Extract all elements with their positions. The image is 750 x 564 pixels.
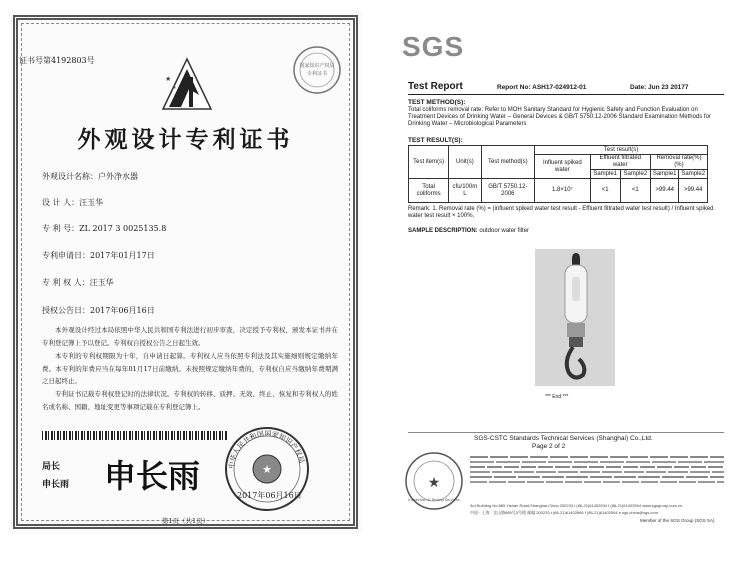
table-header-sample2: Sample2 xyxy=(679,170,708,179)
fine-print xyxy=(470,453,724,486)
designer-field: 设 计 人：汪玉华 xyxy=(42,198,104,207)
sgs-seal-text: Inspection & Testing Services xyxy=(408,498,460,502)
table-header-sample2: Sample2 xyxy=(620,170,650,179)
grant-date-field: 授权公告日：2017年06月16日 xyxy=(42,306,155,315)
table-header-effluent: Effluent filtrated water xyxy=(590,155,650,170)
table-header-sample1: Sample1 xyxy=(590,170,620,179)
table-cell-effluent-1: <1 xyxy=(590,179,620,203)
svg-text:★: ★ xyxy=(165,75,172,83)
table-header-removal: Removal rate(%)(%) xyxy=(650,155,707,170)
application-date-field: 专利申请日：2017年01月17日 xyxy=(42,251,155,260)
footer-rule xyxy=(408,432,724,433)
svg-text:★: ★ xyxy=(262,463,272,476)
barcode xyxy=(42,431,227,440)
director-title: 局长 xyxy=(42,462,61,472)
table-header-results: Test result(s) xyxy=(535,146,708,155)
top-seal-icon xyxy=(292,45,342,95)
table-header-test-item: Test item(s) xyxy=(409,146,449,179)
sample-text: outdoor water filter xyxy=(479,228,530,234)
certificate-paragraph: 本专利的专利权期限为十年，自申请日起算。专利权人应当依照专利法及其实施细则规定缴纳年费。本专利的年费应当在每年01月17日前缴纳。未按照规定缴纳年费的，专利权自应当缴纳年费期满之日起终止。 xyxy=(42,352,338,385)
end-mark: *** End *** xyxy=(545,394,569,400)
certificate-number: 证书号第4192803号 xyxy=(19,56,95,65)
design-name-field: 外观设计名称：户外净水器 xyxy=(42,172,138,181)
certificate-title: 外观设计专利证书 xyxy=(77,126,294,153)
page-number: Page 2 of 2 xyxy=(532,443,566,450)
water-filter-image xyxy=(535,249,615,386)
table-header-sample1: Sample1 xyxy=(650,170,679,179)
svg-text:国家知识产权局: 国家知识产权局 xyxy=(299,63,335,69)
table-cell-removal-2: >99.44 xyxy=(679,179,708,203)
sgs-logo: SGS xyxy=(402,31,465,62)
sample-photo xyxy=(535,249,615,386)
report-date: Date: Jun 23 20177 xyxy=(630,84,689,91)
test-result-heading: TEST RESULT(S): xyxy=(408,137,463,144)
director-signature: 申长雨 xyxy=(104,457,201,495)
sample-heading: SAMPLE DESCRIPTION: xyxy=(408,228,478,234)
table-header-unit: Unit(s) xyxy=(449,146,481,179)
table-cell-effluent-2: <1 xyxy=(620,179,650,203)
table-cell-method: GB/T 5750.12-2006 xyxy=(481,179,535,203)
certificate-paragraph: 专利证书记载专利权登记时的法律状况。专利权的转移、质押、无效、终止、恢复和专利权人的姓名或名称、国籍、地址变更等事项记载在专利登记簿上。 xyxy=(42,390,338,411)
table-header-method: Test method(s) xyxy=(481,146,535,179)
table-header-influent: Influent spiked water xyxy=(535,155,590,179)
svg-text:★: ★ xyxy=(172,85,177,91)
seal-text: 中华人民共和国国家知识产权局 xyxy=(227,429,306,470)
company-name: SGS-CSTC Standards Technical Services (Shanghai) Co.,Ltd. xyxy=(474,435,653,442)
certificate-page-number: 第1页（共1页） xyxy=(161,517,210,525)
director-name: 申长雨 xyxy=(42,480,70,490)
certificate-paragraph: 本外观设计经过本局依照中华人民共和国专利法进行初步审查，决定授予专利权，颁发本证书并在专利登记簿上予以登记。专利权自授权公告之日起生效。 xyxy=(42,326,338,347)
svg-text:专利证书: 专利证书 xyxy=(306,71,328,77)
cnipa-logo-icon xyxy=(159,55,215,113)
sgs-seal-icon xyxy=(404,451,464,511)
report-number: Report No: ASH17-024912-01 xyxy=(497,84,587,91)
test-method-text: Total coliforms removal rate: Refer to MOH Sanitary Standard for Hygienic Safety and Function Evaluation on Treatment Devices of Drinking Water – General Devices & GB/T 5750.12-2006 Standard Examination Methods for Drinking Water – Microbiological Parameters xyxy=(408,107,711,127)
test-method-heading: TEST METHOD(S): xyxy=(408,99,466,106)
address-line: 3rd Building No.889,Yishan Road,Shanghai,China 200233 t (86-21)61402594 f (86-21)61402594 www.sgsgroup.com.cn xyxy=(470,503,683,508)
remark-text: Remark: 1. Removal rate (%) = (influent spiked water test result - Effluent filtrated water test result) / Influent spiked water test result × 100%. xyxy=(408,206,714,219)
table-cell-unit: cfu/100m L xyxy=(449,179,481,203)
patent-certificate xyxy=(9,11,362,533)
table-cell-removal-1: >99.44 xyxy=(650,179,679,203)
header-rule xyxy=(408,94,724,95)
svg-text:★: ★ xyxy=(427,475,441,491)
test-result-table xyxy=(408,145,708,203)
address-line-cn: 中国 · 上海 · 宜山路889号3号楼 邮编 200233 t (86-21)61402666 f (86-21)61402594 e sgs.china@sgs.com xyxy=(470,510,658,515)
report-title: Test Report xyxy=(408,81,463,92)
sgs-test-report xyxy=(392,11,740,543)
issue-date: 2017年06月16日 xyxy=(237,491,302,500)
patentee-field: 专 利 权 人：汪玉华 xyxy=(42,278,114,287)
table-cell-item: Total coliforms xyxy=(409,179,449,203)
table-cell-influent: 1.8×10⁷ xyxy=(535,179,590,203)
patent-number-field: 专 利 号：ZL 2017 3 0025135.8 xyxy=(42,224,167,233)
member-text: Member of the SGS Group (SGS SA) xyxy=(640,518,715,523)
